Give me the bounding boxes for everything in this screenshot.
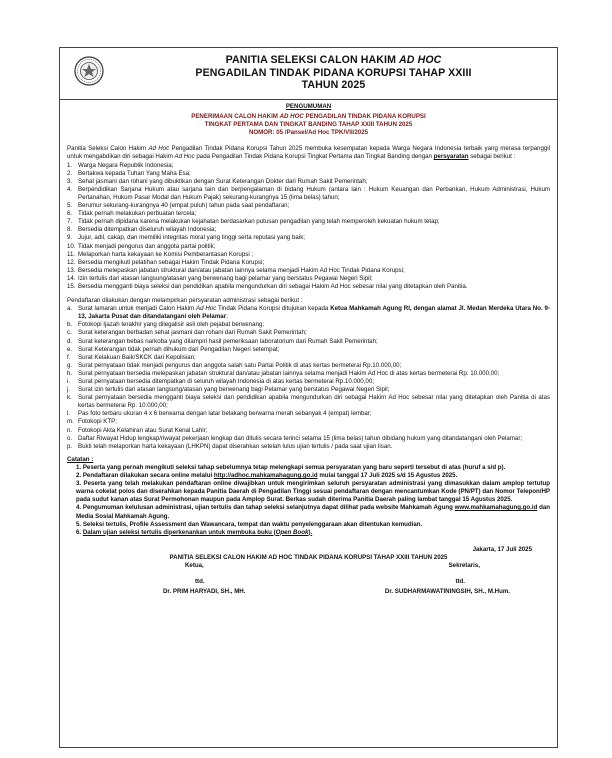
- announcement-subtitle-2: TINGKAT PERTAMA DAN TINGKAT BANDING TAHAP XXIII TAHUN 2025: [204, 121, 413, 129]
- secretary-ttd: ttd.: [455, 577, 465, 585]
- announcement-subtitle-1: PENERIMAAN CALON HAKIM AD HOC PENGADILAN TINDAK PIDANA KORUPSI: [191, 113, 426, 121]
- requirement-item: 1. Warga Negara Republik Indonesia;: [67, 161, 174, 169]
- requirement-item: 4. Berpendidikan Sarjana Hukum atau sarjana lain dan berpengalaman di bidang Hukum (antara lain : Hukum Keuangan dan Perbankan, Hukum Administrasi, Hukum Pertanahan, Hukum Pasar Modal dan Hukum Pajak) sekurang-kurangnya 15 (lima belas) tahun;: [67, 185, 550, 201]
- committee-name: PANITIA SELEKSI CALON HAKIM AD HOC TINDAK PIDANA KORUPSI TAHAP XXIII TAHUN 2025: [169, 553, 448, 561]
- note-item: 3. Peserta yang telah melakukan pendaftaran online diwajibkan untuk mengirimkan seluruh persyaratan administrasi yang dimasukkan dalam amplop tertutup warna cokelat polos dan diserahkan kepada Panitia Daerah di Pengadilan Tinggi sesuai pendaftaran dengan mencantumkan Kode (PN/PT) dan Nomor Telepon/HP pada sudut kanan atas Surat Permohonan maupun pada Amplop Surat. Berkas sudah diterima Panitia Daerah paling lambat tanggal 15 Agustus 2025.: [76, 480, 550, 504]
- document-item: g. Surat pernyataan tidak menjadi pengurus dan anggota salah satu Partai Politik di atas kertas bermeterai Rp.10.000,00;: [67, 361, 402, 369]
- header-line2: PENGADILAN TINDAK PIDANA KORUPSI TAHAP XXIII: [195, 66, 472, 79]
- requirement-item: 15. Bersedia mengganti biaya seleksi dan pendidikan apabila mengundurkan diri sebagai Hakim Ad Hoc sebesar nilai yang ditetapkan oleh Panitia.: [67, 282, 468, 290]
- document-item: m. Fotokopi KTP;: [67, 418, 117, 426]
- documents-list: [67, 305, 550, 451]
- requirement-item: 12. Bersedia mengikuti pelatihan sebagai Hakim Tindak Pidana Korupsi;: [67, 258, 265, 266]
- document-item: c. Surat keterangan berbadan sehat jasmani dan rohani dari Rumah Sakit Pemerintah;: [67, 329, 307, 337]
- document-item: j. Surat izin tertulis dari atasan langsung/atasan yang berwenang bagi Pelamar yang berstatus Pegawai Negeri Sipil;: [67, 386, 390, 394]
- secretary-name: Dr. SUDHARMAWATININGSIH, SH., M.Hum.: [384, 587, 510, 595]
- chair-ttd: ttd.: [195, 577, 205, 585]
- intro-paragraph: Panitia Seleksi Calon Hakim Ad Hoc Pengadilan Tindak Pidana Korupsi Tahun 2025 membuka kesempatan kepada Warga Negara Indonesia terbaik yang merasa terpanggil untuk mengabdikan diri sebagai Hakim Ad Hoc pada Pengadilan Tindak Pidana Korupsi Tingkat Pertama dan Tingkat Banding dengan persyaratan sebagai berikut :: [67, 145, 550, 161]
- requirement-item: 14. Izin tertulis dari atasan langsung/atasan yang berwenang bagi pelamar yang berstatus Pegawai Negeri Sipil;: [67, 274, 373, 282]
- document-item: i. Surat pernyataan bersedia ditempatkan di seluruh wilayah Indonesia di atas kertas bermeterai Rp.10.000,00;: [67, 378, 374, 385]
- document-item: h. Surat pernyataan bersedia melepaskan jabatan struktural dan/atau jabatan lainnya selama menjadi Hakim Ad Hoc di atas kertas bermeterai Rp. 10.000,00;: [67, 369, 500, 377]
- note-item: 6. Dalam ujian seleksi tertulis diperkenankan untuk membuka buku (Open Book).: [76, 528, 313, 536]
- letterhead: [60, 48, 557, 100]
- signature-ttd: [67, 578, 550, 586]
- website-link[interactable]: www.mahkamahagung.go.id: [454, 504, 538, 512]
- document-item: l. Pas foto terbaru ukuran 4 x 6 berwarna dengan latar belakang berwarna merah sebanyak 4 (empat) lembar;: [67, 410, 372, 418]
- notes-list: [67, 464, 550, 537]
- document-item: d. Surat keterangan bebas narkoba yang dilampiri hasil pemeriksaan laboratorium dari Rumah Sakit Pemerintah;: [67, 337, 378, 345]
- requirement-item: 6. Tidak pernah melakukan perbuatan tercela;: [67, 210, 197, 218]
- header-line1: PANITIA SELEKSI CALON HAKIM: [225, 54, 400, 66]
- document-item: e. Surat Keterangan tidak pernah dihukum dari Pengadilan Negeri setempat;: [67, 345, 280, 353]
- requirement-item: 2. Bertakwa kepada Tuhan Yang Maha Esa;: [67, 169, 191, 177]
- registration-link[interactable]: http://adhoc.mahkamahagung.go.id: [213, 472, 318, 480]
- chair-name: Dr. PRIM HARYADI, SH., MH.: [163, 587, 246, 595]
- announcement-number: NOMOR: 05 /Pansel/Ad Hoc TPK/VII/2025: [248, 129, 369, 137]
- requirement-item: 5. Berumur sekurang-kurangnya 40 (empat puluh) tahun pada saat pendaftaran;: [67, 202, 290, 210]
- note-item: 4. Pengumuman kelulusan administrasi, ujian tertulis dan tahap seleksi selanjutnya dapat dilihat pada website Mahkamah Agung www.mahkamahagung.go.id dan Media Sosial Mahkamah Agung.: [76, 504, 551, 520]
- note-item: 2. Pendaftaran dilakukan secara online melalui http://adhoc.mahkamahagung.go.id mulai tanggal 17 Juli 2025 s/d 15 Agustus 2025.: [76, 472, 458, 480]
- secretary-role: Sekretaris,: [448, 561, 480, 569]
- document-body: [67, 101, 550, 596]
- requirement-item: 8. Bersedia ditempatkan diseluruh wilayah Indonesia;: [67, 226, 217, 234]
- document-item: f. Surat Kelakuan Baik/SKCK dari Kepolisian;: [67, 353, 196, 361]
- chair-role: Ketua,: [185, 561, 204, 569]
- document-frame: [59, 47, 558, 748]
- requirement-item: 7. Tidak pernah dipidana karena melakukan kejahatan berdasarkan putusan pengadilan yang telah memperoleh kekuatan hukum tetap;: [67, 218, 440, 226]
- note-item: 1. Peserta yang pernah mengikuti seleksi tahap sebelumnya tetap melengkapi semua persyaratan yang baru seperti tersebut di atas (huruf a s/d p).: [76, 463, 506, 471]
- admin-intro: Pendaftaran dilakukan dengan melampirkan persyaratan administrasi sebagai berikut :: [67, 297, 303, 305]
- signature-roles: [67, 562, 550, 570]
- document-item: b. Fotokopi Ijazah terakhir yang dilegalisir asli oleh pejabat berwenang;: [67, 321, 265, 329]
- document-item: n. Fotokopi Akta Kelahiran atau Surat Kenal Lahir;: [67, 426, 208, 434]
- requirement-item: 3. Sehat jasmani dan rohani yang dibuktikan dengan Surat Keterangan Dokter dari Rumah Sakit Pemerintah;: [67, 177, 368, 185]
- requirements-list: [67, 162, 550, 292]
- document-item: a. Surat lamaran untuk menjadi Calon Hakim Ad Hoc Tindak Pidana Korupsi ditujukan kepada Ketua Mahkamah Agung RI, dengan alamat Jl. Medan Merdeka Utara No. 9-13, Jakarta Pusat dan ditandatangani oleh Pelamar;: [67, 305, 551, 321]
- document-item: o. Daftar Riwayat Hidup lengkap/riwayat pekerjaan lengkap dan ditulis secara terinci selama 15 (lima belas) tahun dibidang hukum yang ditandatangani oleh Pelamar;: [67, 434, 523, 442]
- announcement-heading: PENGUMUMAN: [285, 103, 332, 110]
- document-item: k. Surat pernyataan bersedia mengganti biaya seleksi dan pendidikan apabila mengundurkan diri sebagai Hakim Ad Hoc sebesar nilai yang ditetapkan oleh Panitia di atas kertas bermeterai Rp. 10.000,00;: [67, 394, 550, 410]
- requirement-item: 13. Bersedia melepaskan jabatan struktural dan/atau jabatan lainnya selama menjadi Hakim Ad Hoc Tindak Pidana Korupsi;: [67, 266, 405, 274]
- mahkamah-agung-emblem-icon: [74, 56, 104, 86]
- document-item: p. Bukti telah melaporkan harta kekayaan (LHKPN) dapat diserahkan setelah lulus ujian tertulis / pada saat ujian lisan.: [67, 442, 393, 450]
- header-line1-italic: AD HOC: [399, 54, 442, 66]
- requirement-item: 11. Melaporkan harta kekayaan ke Komisi Pemberantasan Korupsi ;: [67, 250, 254, 258]
- letterhead-title: [120, 54, 547, 92]
- date-line: Jakarta, 17 Juli 2025: [472, 545, 532, 553]
- header-line3: TAHUN 2025: [301, 79, 366, 92]
- signature-names: [67, 588, 550, 596]
- requirement-item: 9. Jujur, adil, cakap, dan memiliki integritas moral yang tinggi serta reputasi yang baik;: [67, 234, 305, 242]
- requirement-item: 10. Tidak menjadi pengurus dan anggota partai politik;: [67, 242, 216, 250]
- note-item: 5. Seleksi tertulis, Profile Assessment dan Wawancara, tempat dan waktu penyelenggaraan akan ditentukan kemudian.: [76, 520, 423, 528]
- notes-title: Catatan :: [67, 455, 94, 463]
